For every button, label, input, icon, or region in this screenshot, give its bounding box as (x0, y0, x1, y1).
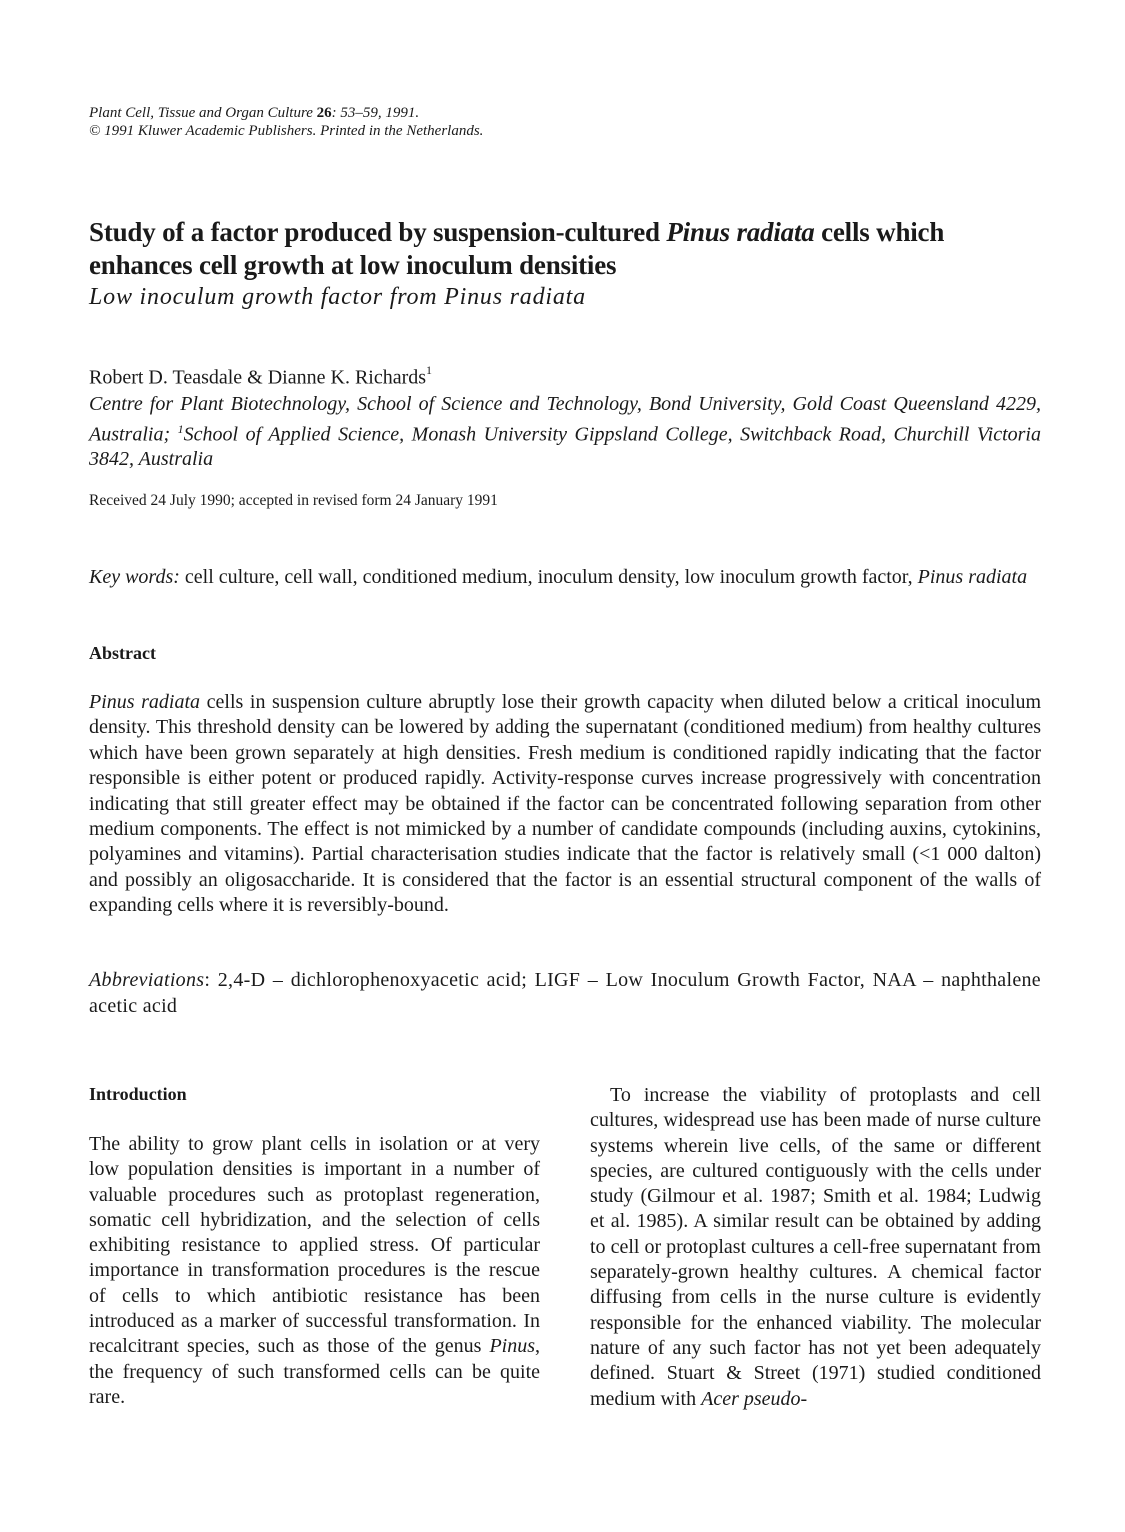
introduction-left-column (89, 1132, 540, 1410)
intro-right-species: Acer pseudo- (701, 1387, 808, 1410)
affiliation-marker: 1 (177, 421, 184, 436)
abstract-species: Pinus radiata (89, 691, 201, 713)
abstract-heading: Abstract (89, 643, 156, 663)
journal-citation (89, 104, 483, 140)
author-names: Robert D. Teasdale & Dianne K. Richards (89, 366, 427, 389)
abbreviations-label: Abbreviations (89, 969, 205, 991)
author-list (89, 365, 432, 390)
article-subtitle: Low inoculum growth factor from Pinus radiata (89, 284, 586, 310)
intro-left-part2: , the frequency of such transformed cells can be quite rare. (89, 1335, 540, 1408)
keywords (89, 565, 1041, 590)
title-part2: cells which enhances cell growth at low inoculum densities (89, 217, 945, 280)
keywords-species: Pinus radiata (917, 566, 1028, 588)
article-title (89, 216, 1049, 282)
journal-line (89, 104, 483, 122)
intro-left-genus: Pinus (489, 1335, 535, 1358)
abbreviations-text: : 2,4-D – dichlorophenoxyacetic acid; LIGF – Low Inoculum Growth Factor, NAA – naphthalene acetic acid (89, 969, 1041, 1017)
copyright-line: © 1991 Kluwer Academic Publishers. Printed in the Netherlands. (89, 123, 484, 139)
received-dates: Received 24 July 1990; accepted in revised form 24 January 1991 (89, 492, 498, 509)
journal-name: Plant Cell, Tissue and Organ Culture (89, 105, 313, 121)
journal-volume: 26 (316, 105, 332, 121)
introduction-heading: Introduction (89, 1084, 187, 1104)
affiliation-2: School of Applied Science, Monash University Gippsland College, Switchback Road, Churchill Victoria 3842, Australia (89, 423, 1041, 470)
introduction-right-column (590, 1083, 1041, 1412)
affiliations (89, 392, 1041, 471)
title-species: Pinus radiata (666, 217, 815, 247)
title-part1: Study of a factor produced by suspension-cultured (89, 217, 667, 247)
keywords-label: Key words: (89, 566, 180, 588)
abbreviations (89, 968, 1041, 1019)
abstract-text: cells in suspension culture abruptly lose their growth capacity when diluted below a critical inoculum density. This threshold density can be lowered by adding the supernatant (conditioned medium) from healthy cultures which have been grown separately at high densities. Fresh medium is conditioned rapidly indicating that the factor responsible is either potent or produced rapidly. Activity-response curves increase progressively with concentration indicating that still greater effect may be obtained if the factor can be concentrated following separation from other medium components. The effect is not mimicked by a number of candidate compounds (including auxins, cytokinins, polyamines and vitamins). Partial characterisation studies indicate that the factor is relatively small (<1 000 dalton) and possibly an oligosaccharide. It is considered that the factor is an essential structural component of the walls of expanding cells where it is reversibly-bound. (89, 691, 1041, 917)
intro-left-part1: The ability to grow plant cells in isolation or at very low population densities is important in a number of valuable procedures such as protoplast regeneration, somatic cell hybridization, and the selection of cells exhibiting resistance to applied stress. Of particular importance in transformation procedures is the rescue of cells to which antibiotic resistance has been introduced as a marker of successful transformation. In recalcitrant species, such as those of the genus (89, 1133, 540, 1358)
keywords-text: cell culture, cell wall, conditioned medium, inoculum density, low inoculum growth factor, (179, 566, 918, 588)
intro-right-part1: To increase the viability of protoplasts and cell cultures, widespread use has been made of nurse culture systems wherein live cells, of the same or different species, are cultured contiguously with the cells under study (Gilmour et al. 1987; Smith et al. 1984; Ludwig et al. 1985). A similar result can be obtained by adding to cell or protoplast cultures a cell-free supernatant from separately-grown healthy cultures. A chemical factor diffusing from cells in the nurse culture is evidently responsible for the enhanced viability. The molecular nature of any such factor has not yet been adequately defined. Stuart & Street (1971) studied conditioned medium with (590, 1084, 1041, 1410)
journal-pages-year: : 53–59, 1991. (331, 105, 420, 121)
affiliation-1: Centre for Plant Biotechnology, School of Science and Technology, Bond University, Gold Coast Queensland 4229, Australia; (89, 393, 1041, 446)
abstract-body (89, 690, 1041, 919)
author-affiliation-marker: 1 (426, 363, 433, 377)
